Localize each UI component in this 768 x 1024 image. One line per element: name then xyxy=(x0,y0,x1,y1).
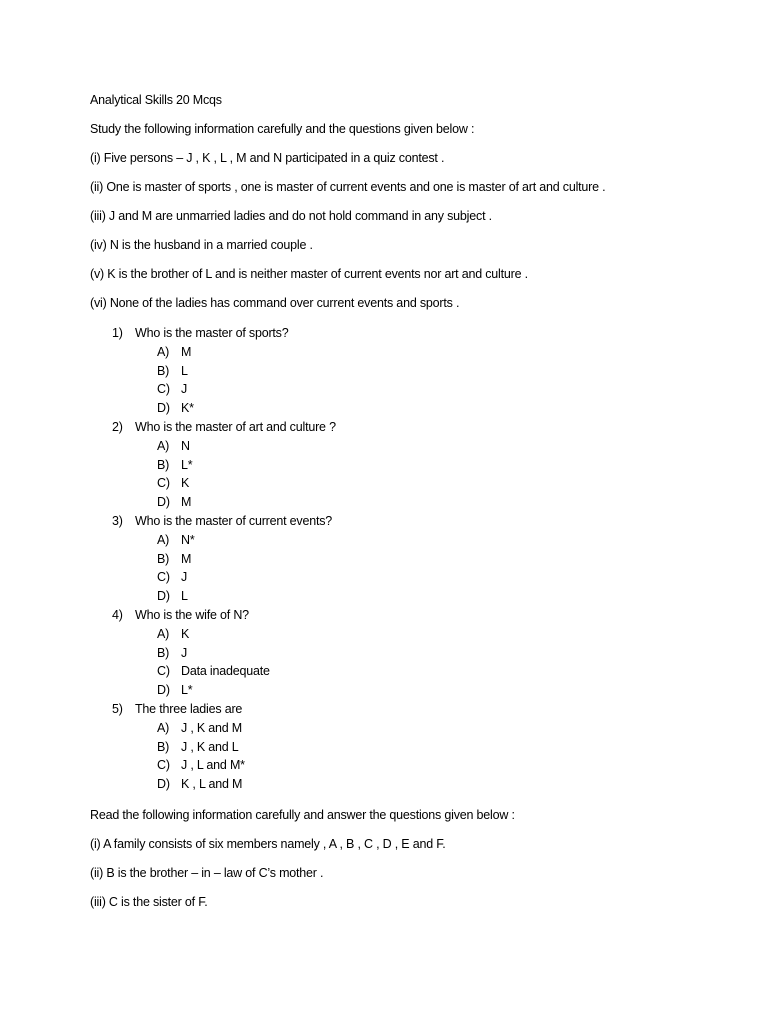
option-letter: C) xyxy=(157,758,170,773)
question-1 xyxy=(90,324,730,418)
option-letter: C) xyxy=(157,664,170,679)
document-page xyxy=(90,92,730,923)
option-list xyxy=(90,437,730,512)
question-3 xyxy=(90,512,730,606)
section2-intro: Read the following information carefully and answer the questions given below : xyxy=(90,807,515,822)
option-text: L* xyxy=(181,457,193,472)
option-list xyxy=(90,719,730,794)
question-number: 2) xyxy=(112,419,123,434)
option-text: M xyxy=(181,344,192,359)
statement-6: (vi) None of the ladies has command over current events and sports . xyxy=(90,296,460,310)
option-a xyxy=(90,531,730,550)
option-d xyxy=(90,681,730,700)
option-text: L* xyxy=(181,683,193,698)
option-d xyxy=(90,775,730,794)
option-a xyxy=(90,625,730,644)
option-text: N xyxy=(181,438,190,453)
option-text: M xyxy=(181,495,192,510)
question-4 xyxy=(90,606,730,700)
question-number: 4) xyxy=(112,607,123,622)
question-text: Who is the wife of N? xyxy=(135,607,249,622)
option-letter: A) xyxy=(157,532,170,547)
question-text: The three ladies are xyxy=(135,701,243,716)
option-letter: B) xyxy=(157,739,170,754)
option-text: K , L and M xyxy=(181,777,243,792)
option-b xyxy=(90,738,730,757)
option-b xyxy=(90,456,730,475)
option-d xyxy=(90,399,730,418)
option-letter: D) xyxy=(157,683,170,698)
option-letter: B) xyxy=(157,457,170,472)
question-text: Who is the master of current events? xyxy=(135,513,333,528)
option-a xyxy=(90,437,730,456)
question-text: Who is the master of art and culture ? xyxy=(135,419,336,434)
option-letter: D) xyxy=(157,495,170,510)
statement-4: (iv) N is the husband in a married couple . xyxy=(90,238,313,252)
option-text: J , K and M xyxy=(181,720,243,735)
option-text: J , L and M* xyxy=(181,758,245,773)
option-b xyxy=(90,644,730,663)
option-text: L xyxy=(181,363,188,378)
option-text: J , K and L xyxy=(181,739,239,754)
option-letter: C) xyxy=(157,570,170,585)
option-c xyxy=(90,662,730,681)
option-letter: D) xyxy=(157,401,170,416)
option-c xyxy=(90,756,730,775)
question-list xyxy=(90,324,730,794)
question-number: 1) xyxy=(112,326,123,340)
option-list xyxy=(90,531,730,606)
section2-statement-3: (iii) C is the sister of F. xyxy=(90,894,208,909)
option-c xyxy=(90,380,730,399)
statement-3: (iii) J and M are unmarried ladies and do not hold command in any subject . xyxy=(90,209,492,223)
option-letter: A) xyxy=(157,344,170,359)
option-text: Data inadequate xyxy=(181,664,270,679)
document-title: Analytical Skills 20 Mcqs xyxy=(90,93,222,107)
option-letter: A) xyxy=(157,438,170,453)
option-d xyxy=(90,587,730,606)
question-text: Who is the master of sports? xyxy=(135,326,289,340)
option-text: L xyxy=(181,589,188,604)
option-text: K xyxy=(181,626,190,641)
option-a xyxy=(90,343,730,362)
section2-statement-2: (ii) B is the brother – in – law of C’s mother . xyxy=(90,865,324,880)
option-text: J xyxy=(181,645,188,660)
section1-intro: Study the following information carefully and the questions given below : xyxy=(90,122,475,136)
option-b xyxy=(90,550,730,569)
option-b xyxy=(90,362,730,381)
option-letter: D) xyxy=(157,777,170,792)
option-c xyxy=(90,568,730,587)
option-a xyxy=(90,719,730,738)
option-letter: A) xyxy=(157,720,170,735)
option-letter: B) xyxy=(157,551,170,566)
section2-statement-1: (i) A family consists of six members namely , A , B , C , D , E and F. xyxy=(90,836,446,851)
question-2 xyxy=(90,418,730,512)
option-text: K xyxy=(181,476,190,491)
option-list xyxy=(90,625,730,700)
option-d xyxy=(90,493,730,512)
statement-5: (v) K is the brother of L and is neither master of current events nor art and culture . xyxy=(90,267,528,281)
option-text: N* xyxy=(181,532,195,547)
option-text: M xyxy=(181,551,192,566)
question-number: 5) xyxy=(112,701,123,716)
option-letter: D) xyxy=(157,589,170,604)
option-letter: A) xyxy=(157,626,170,641)
option-letter: B) xyxy=(157,363,170,378)
question-number: 3) xyxy=(112,513,123,528)
option-list xyxy=(90,343,730,418)
option-letter: B) xyxy=(157,645,170,660)
option-letter: C) xyxy=(157,382,170,397)
option-text: J xyxy=(181,570,188,585)
option-letter: C) xyxy=(157,476,170,491)
statement-1: (i) Five persons – J , K , L , M and N participated in a quiz contest . xyxy=(90,151,445,165)
statement-2: (ii) One is master of sports , one is master of current events and one is master of art and culture . xyxy=(90,180,606,194)
question-5 xyxy=(90,700,730,794)
option-c xyxy=(90,474,730,493)
option-text: K* xyxy=(181,401,194,416)
option-text: J xyxy=(181,382,188,397)
